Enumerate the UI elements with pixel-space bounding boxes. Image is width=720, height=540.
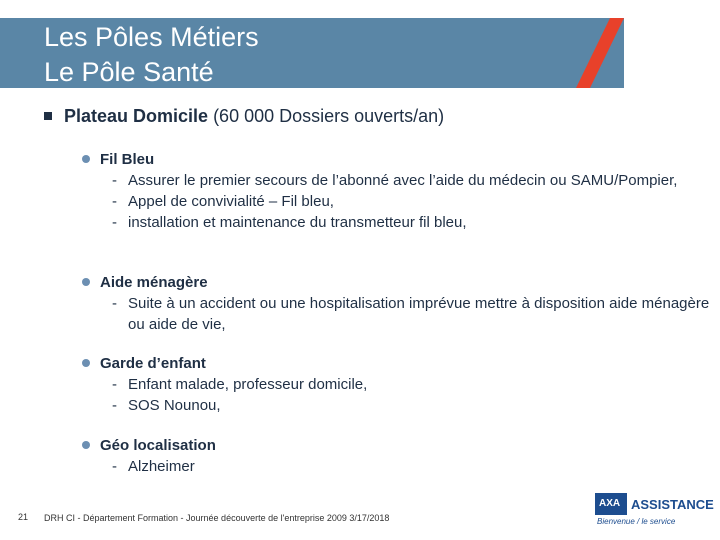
list-item: - Alzheimer — [112, 458, 195, 475]
main-bullet-rest: (60 000 Dossiers ouverts/an) — [208, 106, 445, 126]
section-garde-enfant — [82, 354, 720, 416]
axa-logo-icon: AXA — [595, 493, 627, 515]
list-item: - installation et maintenance du transmetteur fil bleu, — [112, 214, 467, 231]
section-title: Géo localisation — [100, 437, 216, 454]
title-accent-stripe — [576, 18, 624, 88]
list-item: - Suite à un accident ou une hospitalisation imprévue mettre à disposition aide ménagère ou aide de vie, — [112, 295, 710, 333]
list-item: - Appel de convivialité – Fil bleu, — [112, 193, 334, 210]
section-title: Aide ménagère — [100, 274, 208, 291]
section-geo-localisation — [82, 436, 720, 477]
section-title: Fil Bleu — [100, 151, 155, 168]
section-aide-menagere — [82, 273, 720, 335]
square-bullet-icon — [44, 112, 52, 120]
section-title: Garde d’enfant — [100, 355, 206, 372]
main-bullet — [44, 104, 444, 128]
page-subtitle: Le Pôle Santé — [44, 57, 214, 87]
round-bullet-icon — [82, 441, 90, 449]
footer-text: DRH CI - Département Formation - Journée découverte de l'entreprise 2009 3/17/2018 — [44, 513, 390, 523]
round-bullet-icon — [82, 278, 90, 286]
round-bullet-icon — [82, 155, 90, 163]
main-bullet-bold: Plateau Domicile — [64, 106, 209, 126]
list-item: - Enfant malade, professeur domicile, — [112, 376, 368, 393]
axa-assistance-logo: AXA ASSISTANCE Bienvenue / le service — [595, 493, 695, 529]
list-item: - SOS Nounou, — [112, 397, 221, 414]
page-number: 21 — [18, 512, 29, 522]
page-title: Les Pôles Métiers — [44, 22, 259, 52]
round-bullet-icon — [82, 359, 90, 367]
section-fil-bleu — [82, 150, 720, 233]
list-item: - Assurer le premier secours de l’abonné avec l’aide du médecin ou SAMU/Pompier, — [112, 172, 678, 189]
